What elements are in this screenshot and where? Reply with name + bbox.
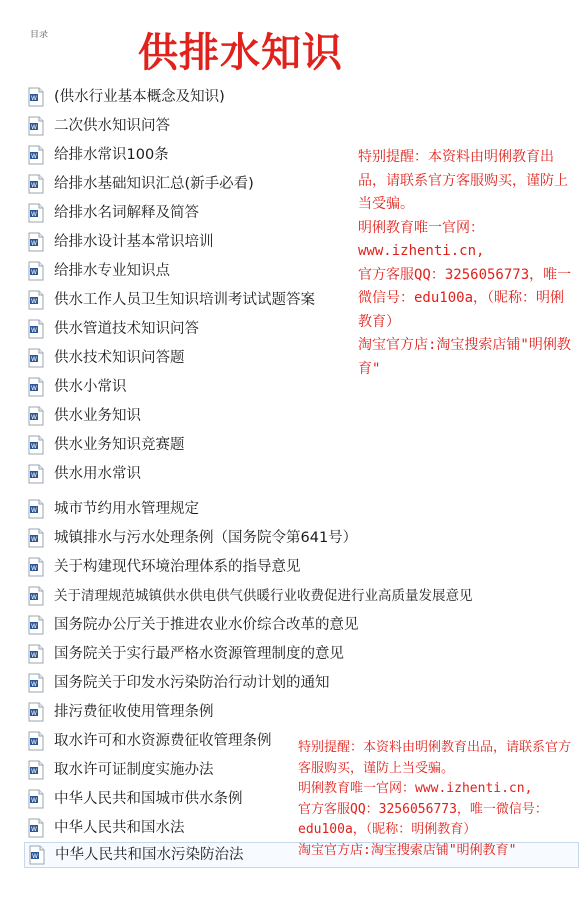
- word-doc-icon: [28, 377, 44, 397]
- svg-text:W: W: [31, 211, 37, 218]
- word-doc-icon: [28, 435, 44, 455]
- file-item[interactable]: [28, 113, 368, 139]
- svg-text:W: W: [31, 298, 37, 305]
- svg-text:W: W: [31, 507, 37, 514]
- notice-text: 特别提醒：本资料由明俐教育出品，请联系官方客服购买，谨防上当受骗。: [358, 149, 568, 212]
- word-doc-icon: [28, 319, 44, 339]
- svg-text:W: W: [31, 153, 37, 160]
- word-doc-icon: [28, 499, 44, 519]
- file-item[interactable]: [28, 200, 368, 226]
- word-doc-icon: [28, 615, 44, 635]
- word-doc-icon: [28, 203, 44, 223]
- file-name: 排污费征收使用管理条例: [54, 704, 214, 720]
- file-name: (供水行业基本概念及知识): [54, 89, 225, 105]
- file-item[interactable]: [28, 403, 368, 429]
- notice-text: 明俐教育唯一官网：www.izhenti.cn,: [358, 219, 485, 259]
- file-name: 取水许可和水资源费征收管理条例: [54, 733, 272, 749]
- file-name: 给排水常识100条: [54, 147, 169, 163]
- svg-text:W: W: [31, 414, 37, 421]
- notice-block-bottom: [298, 738, 576, 861]
- file-item[interactable]: [28, 374, 368, 400]
- file-item[interactable]: [28, 229, 368, 255]
- word-doc-icon: [28, 586, 44, 606]
- svg-text:W: W: [31, 594, 37, 601]
- svg-text:W: W: [31, 95, 37, 102]
- file-item[interactable]: [28, 496, 368, 522]
- svg-text:W: W: [31, 269, 37, 276]
- file-name: 供水小常识: [54, 379, 127, 395]
- file-name: 城镇排水与污水处理条例（国务院令第641号）: [54, 530, 358, 546]
- file-name: 供水业务知识: [54, 408, 141, 424]
- word-doc-icon: [28, 760, 44, 780]
- notice-text: 淘宝官方店:淘宝搜索店铺"明俐教育": [358, 337, 571, 377]
- svg-text:W: W: [31, 681, 37, 688]
- file-name: 中华人民共和国水污染防治法: [55, 847, 244, 863]
- file-name: 国务院关于印发水污染防治行动计划的通知: [54, 675, 330, 691]
- file-name: 给排水基础知识汇总(新手必看): [54, 176, 254, 192]
- file-name: 供水用水常识: [54, 466, 141, 482]
- file-name: 中华人民共和国城市供水条例: [54, 791, 243, 807]
- svg-text:W: W: [31, 182, 37, 189]
- svg-text:W: W: [32, 853, 38, 860]
- file-item[interactable]: [28, 699, 368, 725]
- svg-text:W: W: [31, 240, 37, 247]
- svg-text:W: W: [31, 565, 37, 572]
- svg-text:W: W: [31, 768, 37, 775]
- word-doc-icon: [28, 145, 44, 165]
- svg-text:W: W: [31, 327, 37, 334]
- file-name: 城市节约用水管理规定: [54, 501, 199, 517]
- file-item[interactable]: [28, 171, 368, 197]
- file-name: 二次供水知识问答: [54, 118, 170, 134]
- svg-text:W: W: [31, 652, 37, 659]
- file-item[interactable]: [28, 432, 368, 458]
- svg-text:W: W: [31, 739, 37, 746]
- word-doc-icon: [28, 87, 44, 107]
- svg-text:W: W: [31, 797, 37, 804]
- file-name: 供水工作人员卫生知识培训考试试题答案: [54, 292, 315, 308]
- file-item[interactable]: [28, 554, 368, 580]
- word-doc-icon: [28, 174, 44, 194]
- file-name: 给排水专业知识点: [54, 263, 170, 279]
- file-name: 国务院关于实行最严格水资源管理制度的意见: [54, 646, 344, 662]
- file-name: 取水许可证制度实施办法: [54, 762, 214, 778]
- word-doc-icon: [28, 528, 44, 548]
- file-item[interactable]: [28, 84, 368, 110]
- word-doc-icon: [28, 789, 44, 809]
- word-doc-icon: [28, 557, 44, 577]
- svg-text:W: W: [31, 536, 37, 543]
- notice-text: 特别提醒：本资料由明俐教育出品，请联系官方客服购买，谨防上当受骗。: [298, 740, 572, 776]
- file-item[interactable]: [28, 641, 368, 667]
- notice-text: 官方客服QQ：3256056773，唯一微信号：edu100a，（昵称：明俐教育）: [298, 801, 548, 837]
- word-doc-icon: [28, 464, 44, 484]
- svg-text:W: W: [31, 443, 37, 450]
- file-item[interactable]: [28, 142, 368, 168]
- svg-text:W: W: [31, 356, 37, 363]
- file-name: 供水管道技术知识问答: [54, 321, 199, 337]
- svg-text:W: W: [31, 472, 37, 479]
- page-title: 供排水知识: [138, 30, 343, 76]
- file-name: 供水业务知识竞赛题: [54, 437, 185, 453]
- word-doc-icon: [28, 116, 44, 136]
- word-doc-icon: [28, 232, 44, 252]
- notice-text: 官方客服QQ：3256056773，唯一微信号：edu100a，（昵称：明俐教育）: [358, 266, 572, 330]
- svg-text:W: W: [31, 124, 37, 131]
- word-doc-icon: [28, 673, 44, 693]
- file-item[interactable]: [28, 258, 368, 284]
- word-doc-icon: [29, 845, 45, 865]
- file-name: 关于构建现代环境治理体系的指导意见: [54, 559, 301, 575]
- file-item[interactable]: [28, 461, 368, 487]
- file-name: 供水技术知识问答题: [54, 350, 185, 366]
- svg-text:W: W: [31, 826, 37, 833]
- file-name: 给排水名词解释及简答: [54, 205, 199, 221]
- corner-label: 目录: [30, 30, 49, 40]
- svg-text:W: W: [31, 385, 37, 392]
- word-doc-icon: [28, 261, 44, 281]
- file-item[interactable]: [28, 583, 473, 609]
- file-item[interactable]: [28, 316, 368, 342]
- word-doc-icon: [28, 818, 44, 838]
- svg-text:W: W: [31, 623, 37, 630]
- word-doc-icon: [28, 731, 44, 751]
- word-doc-icon: [28, 290, 44, 310]
- notice-text: 淘宝官方店:淘宝搜索店铺"明俐教育": [298, 842, 517, 858]
- file-item[interactable]: [28, 345, 368, 371]
- file-item[interactable]: [28, 612, 368, 638]
- word-doc-icon: [28, 348, 44, 368]
- word-doc-icon: [28, 702, 44, 722]
- file-name: 关于清理规范城镇供水供电供气供暖行业收费促进行业高质量发展意见: [54, 588, 473, 604]
- word-doc-icon: [28, 406, 44, 426]
- file-item[interactable]: [28, 670, 368, 696]
- file-item[interactable]: [28, 287, 368, 313]
- word-doc-icon: [28, 644, 44, 664]
- notice-text: 明俐教育唯一官网：www.izhenti.cn,: [298, 781, 533, 796]
- file-name: 中华人民共和国水法: [54, 820, 185, 836]
- file-name: 给排水设计基本常识培训: [54, 234, 214, 250]
- file-name: 国务院办公厅关于推进农业水价综合改革的意见: [54, 617, 359, 633]
- svg-text:W: W: [31, 710, 37, 717]
- file-item[interactable]: [28, 525, 368, 551]
- notice-block-top: [358, 146, 572, 381]
